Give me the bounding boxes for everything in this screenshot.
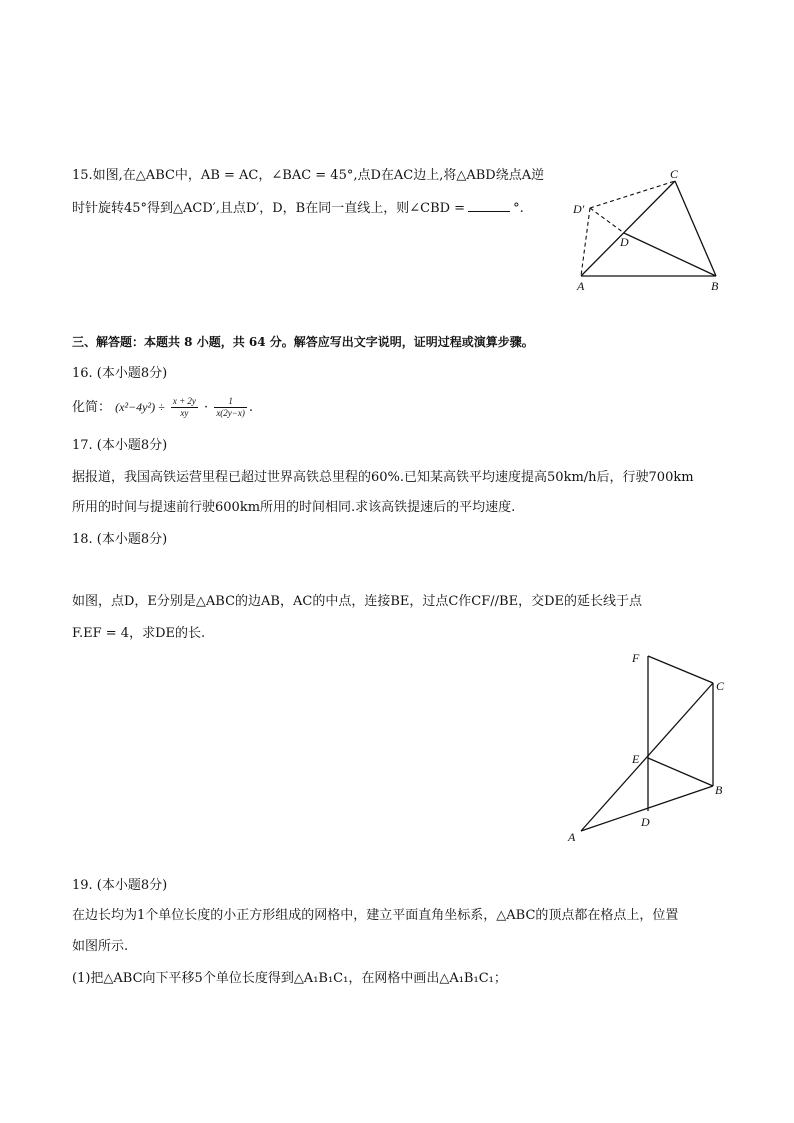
q16-end: . <box>248 400 254 415</box>
label-b: B <box>715 783 723 797</box>
q19-line1: 在边长均为1个单位长度的小正方形组成的网格中，建立平面直角坐标系，△ABC的顶点都在格点上，位置 <box>72 908 679 923</box>
label-d: D <box>620 235 629 249</box>
q17-header: 17. (本小题8分) <box>72 438 168 453</box>
label-b: B <box>711 279 719 293</box>
q18-header: 18. (本小题8分) <box>72 532 168 547</box>
segment-eb <box>648 758 713 786</box>
label-c: C <box>670 167 679 181</box>
q16-fraction-1 <box>171 396 198 419</box>
segment-db <box>624 233 716 276</box>
q15-line2 <box>72 199 524 218</box>
q16-fraction-2 <box>214 396 247 419</box>
dashed-d-prime-a <box>581 208 590 276</box>
q16-expr-part1: (x²−4y²) ÷ <box>115 400 165 414</box>
label-d: D <box>641 815 650 829</box>
segment-cb <box>675 181 716 276</box>
label-a: A <box>568 830 576 844</box>
section-title: 三、解答题：本题共 8 小题，共 64 分。解答应写出文字说明，证明过程或演算步骤。 <box>72 335 534 349</box>
q15-line2-end: °. <box>513 201 524 216</box>
q16-lead: 化简： <box>72 400 112 415</box>
q18-line1: 如图，点D，E分别是△ABC的边AB，AC的中点，连接BE，过点C作CF//BE，交DE的延长线于点 <box>72 594 642 609</box>
q17-line2: 所用的时间与提速前行驶600km所用的时间相同.求该高铁提速后的平均速度. <box>72 500 516 515</box>
label-e: E <box>632 752 640 766</box>
q16-header: 16. (本小题8分) <box>72 366 168 381</box>
segment-ac <box>581 181 675 276</box>
q16-frac1-numerator: x + 2y <box>172 396 196 406</box>
q18-figure <box>560 645 740 850</box>
q17-line1: 据报道，我国高铁运营里程已超过世界高铁总里程的60%.已知某高铁平均速度提高50km/h后，行驶700km <box>72 470 694 485</box>
q16-frac1-denominator: xy <box>180 408 189 418</box>
q15-line2-text: 时针旋转45°得到△ACD′,且点D′，D，B在同一直线上，则∠CBD = <box>72 201 466 216</box>
q19-line3: (1)把△ABC向下平移5个单位长度得到△A₁B₁C₁，在网格中画出△A₁B₁C₁； <box>72 971 507 986</box>
q16-expression <box>72 396 253 419</box>
q16-frac2-denominator: x(2y−x) <box>216 408 245 418</box>
q16-dot: · <box>204 400 209 415</box>
label-d-prime: D′ <box>573 202 585 216</box>
segment-fc <box>648 656 713 683</box>
q18-line2: F.EF = 4，求DE的长. <box>72 626 206 641</box>
label-c: C <box>716 679 725 693</box>
answer-blank <box>468 199 510 212</box>
q19-line2: 如图所示. <box>72 939 129 954</box>
q15-figure <box>566 162 736 297</box>
label-a: A <box>577 279 585 293</box>
label-f: F <box>632 651 640 665</box>
dashed-d-prime-d <box>590 208 624 233</box>
q19-header: 19. (本小题8分) <box>72 878 168 893</box>
q15-line1: 15.如图,在△ABC中，AB = AC，∠BAC = 45°,点D在AC边上,将△ABD绕点A逆 <box>72 168 545 183</box>
q16-frac2-numerator: 1 <box>214 396 247 408</box>
